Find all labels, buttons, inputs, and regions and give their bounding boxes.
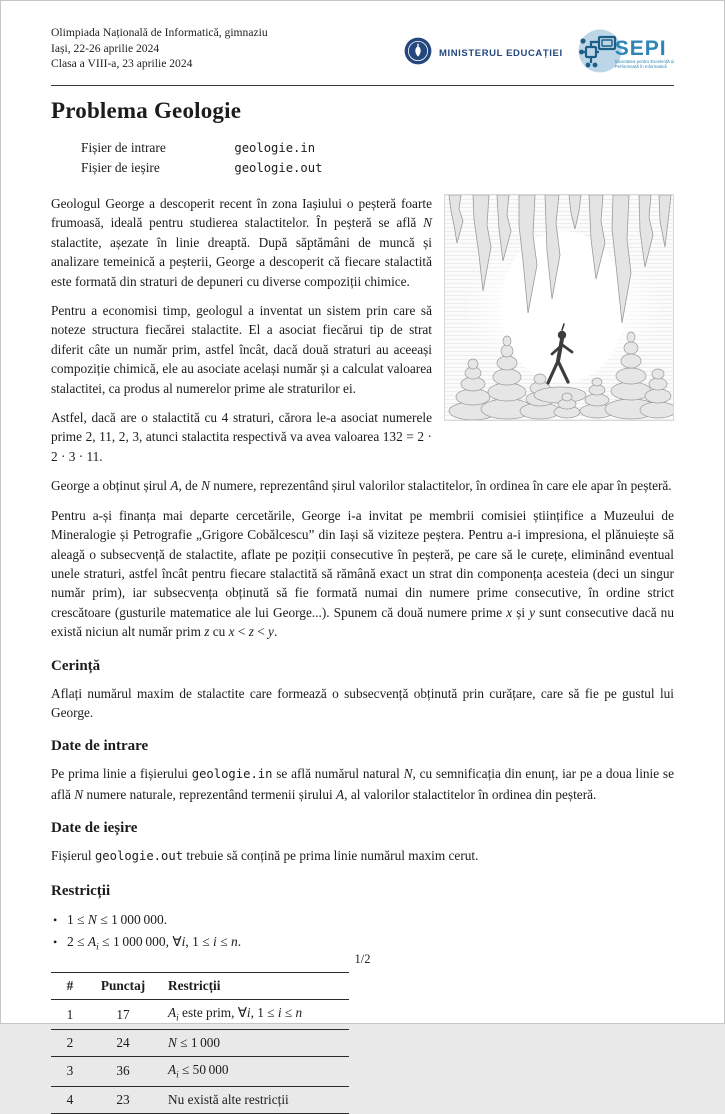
output-file-name: geologie.out: [234, 161, 323, 175]
subtask-number: 3: [66, 1063, 74, 1079]
paragraph-4: George a obținut șirul A, de N numere, reprezentând șirul valorilor stalactitelor, în ordinea în care ele apar în peșteră.: [51, 478, 672, 494]
subtask-points: 17: [116, 1006, 130, 1022]
restriction-item-2: • $2 \le A_i \le 1$ 000 000, ∀i, 1 ≤ i ≤ n.: [51, 931, 674, 959]
subtask-number: 2: [66, 1034, 74, 1050]
input-file-label: Fișier de intrare: [81, 140, 166, 155]
input-file-name: geologie.in: [234, 141, 316, 155]
sepi-subtext-1: Societatea pentru Excelență și: [614, 59, 674, 64]
col-header-number: #: [66, 978, 74, 994]
restrictions-list: [51, 909, 674, 959]
col-header-points: Punctaj: [100, 978, 146, 994]
paragraph-1: Geologul George a descoperit recent în zona Iașiului o peșteră foarte frumoasă, ideală pentru studierea stalactitelor. În peșteră se află N stalactite, așezate în linie dreaptă. După săptămâni de muncă și analizare temeinică a peșterii, George a descoperit că fiecare stalactită este formată din straturi de depuneri cu diverse compoziții chimice.: [51, 196, 432, 289]
subtasks-table: [51, 972, 349, 1113]
sepi-logo: [577, 28, 674, 79]
subtask-restriction: $A_i$ este prim, ∀i, 1 ≤ i ≤ n: [168, 1005, 303, 1024]
subtask-points: 36: [116, 1063, 130, 1079]
section-cerinta-body: Aflați numărul maxim de stalactite care formează o subsecvență obținută prin curățare, care să fie pe gustul lui George.: [51, 685, 674, 720]
section-intrare-body: Pe prima linie a fișierului geologie.in se află numărul natural N, cu semnificația din enunț, iar pe a doua linie se află N numere naturale, reprezentând termenii șirului A, al valorilor stalactitelor în ordinea din peșteră.: [51, 766, 674, 802]
table-row: [51, 1029, 349, 1056]
statement-text-column: [51, 194, 432, 476]
sepi-subtext-2: Performanță în Informatică: [614, 64, 667, 69]
section-iesire-heading: Date de ieșire: [51, 820, 138, 837]
output-file-label: Fișier de ieșire: [81, 160, 160, 175]
subtask-number: 4: [66, 1091, 74, 1107]
contest-class-date: Clasa a VIII-a, 23 aprilie 2024: [51, 57, 193, 71]
contest-location-date: Iași, 22-26 aprilie 2024: [51, 41, 160, 55]
section-cerinta-heading: Cerință: [51, 657, 101, 674]
sepi-wordmark: [615, 38, 674, 69]
table-row: [51, 1086, 349, 1113]
paragraph-3: Astfel, dacă are o stalactită cu 4 straturi, cărora le-a asociat numerele prime 2, 11, 2, 3, atunci stalactita respectivă va avea valoarea 132 = 2 · 2 · 3 · 11.: [51, 410, 432, 464]
section-restrictii-heading: Restricții: [51, 882, 111, 899]
subtask-restriction: Nu există alte restricții: [168, 1091, 289, 1107]
page-title: Problema Geologie: [51, 98, 242, 123]
ministry-logo: [404, 37, 563, 70]
paragraph-2: Pentru a economisi timp, geologul a inventat un sistem prin care să noteze structura fiecărei stalactite. El a asociat fiecărui tip de strat diferit câte un număr prim, astfel încât, dacă două straturi au aceeași compoziție chimică, ele au asociate același număr și a calculat valoarea stalactitei, ca produs al numerelor prime ale straturilor ei.: [51, 303, 432, 396]
page-header: [51, 25, 674, 79]
subtask-points: 24: [116, 1034, 130, 1050]
subtasks-header-row: [51, 973, 349, 1000]
output-file-row: [81, 158, 674, 178]
ministry-label: MINISTERUL EDUCAȚIEI: [438, 48, 563, 59]
input-file-row: [81, 138, 674, 158]
ministry-seal-icon: [404, 37, 432, 70]
col-header-restrictions: Restricții: [168, 978, 221, 994]
page-number: 1/2: [354, 952, 371, 966]
paragraph-5: Pentru a-și finanța mai departe cercetările, George i-a invitat pe membrii comisiei științifice a Muzeului de Mineralogie și Petrografie „Grigore Cobălcescu” din Iași să viziteze peștera. Pentru a-i impresiona, el plănuiește să aleagă o subsecvență de stalactite, aflate pe poziții consecutive în peșteră, pe care să le curețe, eliminând eventual unele straturi, astfel încât pentru fiecare stalactită să rămână exact un strat din componența acesteia (deci un singur număr prim), iar subsecvența obținută să fie formată numai din numere prime consecutive, în ordine strict crescătoare (gusturile matematice ale lui George...). Spunem că două numere prime x și y sunt consecutive dacă nu există niciun alt număr prim z cu x < z < y.: [51, 507, 674, 640]
table-row: [51, 1056, 349, 1086]
subtask-points: 23: [116, 1091, 130, 1107]
sepi-label: SEPI: [614, 37, 667, 60]
file-spec: [81, 138, 674, 178]
contest-info: [51, 25, 268, 72]
subtask-number: 1: [66, 1006, 74, 1022]
header-divider: [51, 85, 674, 86]
cave-engraving-illustration: [444, 194, 674, 421]
subtask-restriction: $A_i \le 50$ 000: [168, 1061, 229, 1081]
statement-two-column: [51, 194, 674, 476]
contest-name: Olimpiada Națională de Informatică, gimnaziu: [51, 26, 268, 39]
table-row: [51, 1000, 349, 1030]
section-iesire-body: Fișierul geologie.out trebuie să conțină pe prima linie numărul maxim cerut.: [51, 848, 479, 864]
logos: [404, 28, 674, 79]
restriction-item-1: • 1 ≤ N ≤ 1 000 000.: [51, 909, 674, 931]
section-intrare-heading: Date de intrare: [51, 738, 149, 755]
subtask-restriction: N ≤ 1 000: [168, 1034, 221, 1050]
